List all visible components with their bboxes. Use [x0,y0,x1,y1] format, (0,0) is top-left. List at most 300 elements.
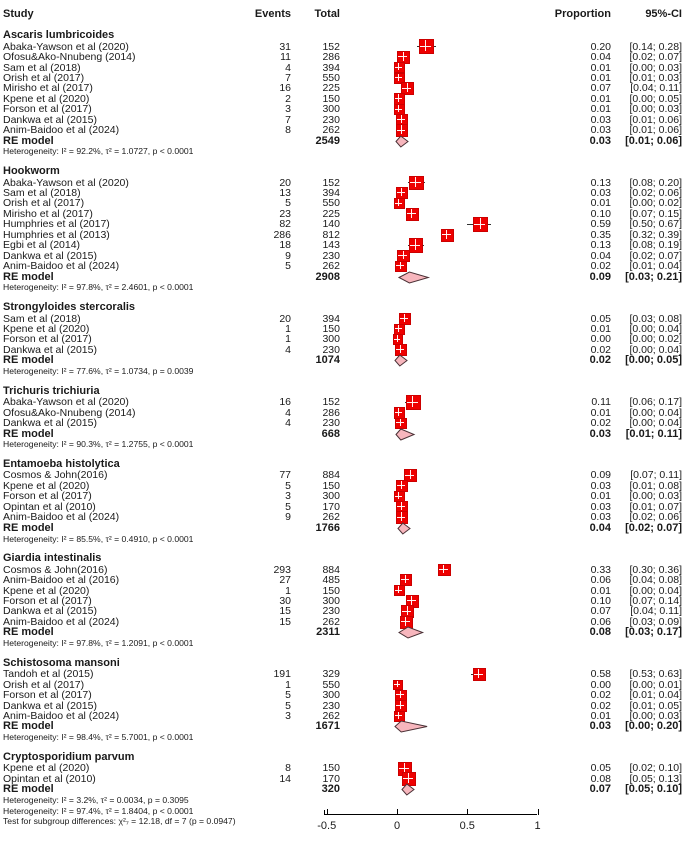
study-events: 5 [285,479,291,492]
study-label: Dankwa et al (2015) [3,605,97,618]
marker-crosshair [400,701,401,709]
x-axis-tick-label: 1 [534,820,541,832]
marker-crosshair [411,596,412,605]
study-label: Forson et al (2017) [3,333,92,346]
study-label: Egbi et al (2014) [3,239,81,252]
re-model-proportion: 0.04 [589,521,611,534]
study-total: 394 [322,312,340,325]
marker-crosshair [398,712,399,719]
study-events: 9 [285,249,291,262]
study-marker [409,238,423,252]
study-ci: [0.06; 0.17] [629,396,682,409]
study-ci: [0.00; 0.03] [629,103,682,116]
subgroup-title: Cryptosporidium parvum [3,750,135,763]
marker-crosshair [411,209,412,218]
study-proportion: 0.06 [590,574,611,587]
study-label: Tandoh et al (2015) [3,668,94,681]
marker-crosshair [401,502,402,510]
study-label: Orish et al (2017) [3,678,85,691]
study-events: 8 [285,762,291,775]
study-total: 286 [322,406,340,419]
study-label: Abaka-Yawson et al (2020) [3,176,129,189]
summary-diamond [398,523,410,534]
marker-crosshair [403,251,404,260]
study-total: 230 [322,417,340,430]
study-events: 1 [285,584,291,597]
study-label: Cosmos & John(2016) [3,563,108,576]
study-proportion: 0.03 [590,500,611,513]
study-total: 300 [322,689,340,702]
study-ci: [0.00; 0.03] [629,490,682,503]
study-proportion: 0.01 [590,322,611,335]
study-ci: [0.50; 0.67] [629,218,682,231]
study-proportion: 0.58 [590,668,611,681]
study-total: 300 [322,594,340,607]
study-total: 150 [322,762,340,775]
re-model-label: RE model [3,427,54,440]
study-label: Orish et al (2017) [3,71,85,84]
study-events: 77 [279,469,291,482]
study-proportion: 0.05 [590,312,611,325]
study-proportion: 0.35 [590,228,611,241]
study-proportion: 0.02 [590,689,611,702]
x-axis-tick [538,809,539,814]
re-model-total: 1074 [315,354,340,367]
study-label: Dankwa et al (2015) [3,343,97,356]
re-model-total: 1671 [315,720,340,733]
study-total: 329 [322,668,340,681]
x-axis-tick-label: 0 [393,820,401,832]
study-total: 143 [322,239,340,252]
study-events: 9 [285,511,291,524]
marker-crosshair [398,94,399,102]
marker-crosshair [398,325,399,332]
re-model-ci: [0.03; 0.17] [625,626,682,639]
subgroup-title: Strongyloides stercoralis [3,300,136,313]
study-ci: [0.00; 0.02] [629,333,682,346]
study-total: 170 [322,772,340,785]
study-label: Dankwa et al (2015) [3,113,97,126]
subgroup-title: Schistosoma mansoni [3,656,120,669]
study-events: 4 [285,61,291,74]
re-model-label: RE model [3,354,54,367]
study-total: 170 [322,500,340,513]
marker-crosshair [398,105,399,112]
study-label: Forson et al (2017) [3,490,92,503]
study-events: 1 [285,322,291,335]
study-proportion: 0.01 [590,197,611,210]
subgroup-title: Giardia intestinalis [3,552,102,564]
study-label: Sam et al (2018) [3,61,81,74]
marker-crosshair [398,586,399,593]
marker-crosshair [443,565,444,574]
study-total: 152 [322,40,340,53]
study-events: 20 [279,312,291,325]
study-total: 150 [322,322,340,335]
study-ci: [0.00; 0.04] [629,584,682,597]
study-label: Humphries et al (2017) [3,218,110,231]
x-axis-tick [467,809,468,814]
marker-crosshair [398,408,399,415]
overall-heterogeneity: Heterogeneity: I² = 97.4%, τ² = 1.8404, p < 0.0001 [3,805,194,816]
study-label: Forson et al (2017) [3,594,92,607]
study-total: 262 [322,124,340,137]
study-events: 4 [285,417,291,430]
study-ci: [0.08; 0.20] [629,176,682,189]
study-label: Opintan et al (2010) [3,772,96,785]
study-events: 191 [273,668,291,681]
study-proportion: 0.01 [590,490,611,503]
study-total: 300 [322,333,340,346]
study-ci: [0.14; 0.28] [629,40,682,53]
study-marker [395,261,407,273]
subgroup-title: Hookworm [3,164,60,177]
study-ci: [0.30; 0.36] [629,563,682,576]
re-model-proportion: 0.03 [589,720,611,733]
marker-crosshair [401,188,402,196]
study-total: 230 [322,605,340,618]
study-total: 230 [322,699,340,712]
study-marker [394,93,406,105]
study-label: Dankwa et al (2015) [3,417,97,430]
study-total: 300 [322,490,340,503]
study-ci: [0.00; 0.03] [629,61,682,74]
study-ci: [0.53; 0.63] [629,668,682,681]
study-marker [406,208,419,221]
study-proportion: 0.07 [590,82,611,95]
re-model-label: RE model [3,270,54,283]
study-events: 4 [285,406,291,419]
study-ci: [0.07; 0.11] [630,469,682,482]
heterogeneity-text: Heterogeneity: I² = 97.8%, τ² = 1.2091, p < 0.0001 [3,638,194,649]
study-proportion: 0.05 [590,762,611,775]
re-model-label: RE model [3,626,54,639]
study-events: 1 [285,678,291,691]
heterogeneity-text: Heterogeneity: I² = 97.8%, τ² = 2.4601, p < 0.0001 [3,282,194,293]
re-model-proportion: 0.07 [589,783,611,796]
study-events: 82 [279,218,291,231]
study-proportion: 0.03 [590,187,611,199]
study-label: Sam et al (2018) [3,187,81,199]
study-label: Kpene et al (2020) [3,322,90,335]
x-axis-cap [324,810,325,815]
marker-crosshair [478,669,479,678]
study-ci: [0.08; 0.19] [629,239,682,252]
re-model-proportion: 0.03 [589,134,611,147]
re-model-ci: [0.00; 0.20] [625,720,682,733]
study-total: 150 [322,479,340,492]
study-label: Kpene et al (2020) [3,479,90,492]
heterogeneity-text: Heterogeneity: I² = 90.3%, τ² = 1.2755, p < 0.0001 [3,439,194,450]
marker-crosshair [480,218,481,229]
study-total: 394 [322,61,340,74]
heterogeneity-text: Heterogeneity: I² = 3.2%, τ² = 0.0034, p = 0.3095 [3,795,189,806]
study-proportion: 0.02 [590,417,611,430]
study-total: 262 [322,615,340,628]
study-total: 140 [322,218,340,231]
marker-crosshair [446,230,447,239]
re-model-label: RE model [3,521,54,534]
study-events: 4 [285,343,291,356]
re-model-total: 320 [321,783,340,796]
study-total: 286 [322,51,340,64]
study-label: Mirisho et al (2017) [3,82,93,95]
study-ci: [0.00; 0.04] [629,343,682,356]
study-events: 30 [279,594,291,607]
marker-crosshair [404,314,405,323]
study-events: 5 [285,197,291,210]
study-ci: [0.01; 0.05] [629,699,682,712]
marker-crosshair [398,492,399,499]
marker-crosshair [407,83,408,92]
study-ci: [0.00; 0.01] [629,678,682,691]
study-proportion: 0.00 [590,678,611,691]
study-events: 11 [280,51,291,64]
study-ci: [0.01; 0.07] [629,500,682,513]
marker-crosshair [401,125,402,133]
study-label: Forson et al (2017) [3,103,92,116]
study-ci: [0.04; 0.11] [630,605,682,618]
marker-crosshair [410,470,411,479]
summary-diamond [399,272,428,283]
study-label: Dankwa et al (2015) [3,699,97,712]
study-events: 293 [273,563,291,576]
re-model-proportion: 0.08 [589,626,611,639]
study-marker [441,229,454,242]
study-ci: [0.02; 0.10] [629,762,682,775]
study-proportion: 0.10 [590,207,611,220]
re-model-total: 668 [321,427,340,440]
study-events: 1 [285,333,291,346]
study-total: 300 [322,103,340,116]
re-model-total: 1766 [315,521,340,534]
subgroup-difference-test: Test for subgroup differences: χ²₇ = 12.18, df = 7 (p = 0.0947) [3,816,236,827]
study-proportion: 0.01 [590,103,611,116]
study-proportion: 0.06 [590,615,611,628]
re-model-total: 2908 [315,270,340,283]
study-proportion: 0.13 [590,239,611,252]
study-label: Ofosu&Ako-Nnubeng (2014) [3,51,136,64]
study-ci: [0.01; 0.06] [629,124,682,137]
study-total: 150 [322,92,340,105]
study-events: 18 [279,239,291,252]
re-model-label: RE model [3,783,54,796]
marker-crosshair [425,40,426,51]
study-proportion: 0.01 [590,710,611,722]
marker-crosshair [415,177,416,188]
study-label: Ofosu&Ako-Nnubeng (2014) [3,406,136,419]
x-axis-tick-label: -0.5 [317,820,337,832]
study-label: Opintan et al (2010) [3,500,96,513]
study-total: 152 [322,396,340,409]
summary-diamond [395,355,407,366]
study-events: 15 [279,615,291,628]
study-label: Dankwa et al (2015) [3,249,97,262]
study-label: Anim-Baidoo et al (2016) [3,574,120,587]
marker-crosshair [412,396,413,406]
study-total: 550 [322,197,340,210]
study-label: Humphries et al (2013) [3,228,110,241]
study-events: 15 [279,605,291,618]
study-proportion: 0.03 [590,511,611,524]
study-proportion: 0.02 [590,699,611,712]
study-proportion: 0.03 [590,479,611,492]
study-total: 262 [322,260,340,273]
study-events: 3 [285,710,291,722]
study-ci: [0.00; 0.02] [629,197,682,210]
marker-crosshair [398,74,399,81]
study-label: Sam et al (2018) [3,312,81,325]
marker-crosshair [398,63,399,70]
study-total: 230 [322,113,340,126]
re-model-ci: [0.03; 0.21] [625,270,682,283]
re-model-ci: [0.02; 0.07] [625,521,682,534]
x-axis-tick-label: 0.5 [459,820,475,832]
study-proportion: 0.01 [590,61,611,74]
study-events: 7 [285,113,291,126]
study-total: 884 [322,563,340,576]
study-ci: [0.07; 0.14] [629,594,682,607]
study-ci: [0.01; 0.04] [629,260,682,273]
study-events: 23 [279,207,291,220]
study-total: 230 [322,249,340,262]
study-proportion: 0.00 [590,333,611,346]
study-events: 16 [279,396,291,409]
study-events: 31 [279,40,291,53]
study-label: Orish et al (2017) [3,197,85,210]
study-proportion: 0.11 [591,396,611,409]
marker-crosshair [401,115,402,123]
marker-crosshair [407,606,408,615]
study-proportion: 0.02 [590,260,611,273]
re-model-label: RE model [3,134,54,147]
study-ci: [0.00; 0.04] [629,417,682,430]
x-axis-line [324,814,538,815]
study-ci: [0.02; 0.06] [629,187,682,199]
study-ci: [0.01; 0.06] [629,113,682,126]
study-proportion: 0.01 [590,406,611,419]
study-label: Anim-Baidoo et al (2024) [3,260,120,273]
study-total: 485 [322,574,340,587]
summary-diamond [396,429,414,440]
study-ci: [0.01; 0.04] [629,689,682,702]
study-ci: [0.01; 0.08] [629,479,682,492]
header-ci: 95%-CI [645,8,682,20]
marker-crosshair [400,691,401,699]
study-proportion: 0.04 [590,51,611,64]
study-total: 884 [322,469,340,482]
study-label: Cosmos & John(2016) [3,469,108,482]
study-events: 13 [279,187,291,199]
study-total: 262 [322,511,340,524]
study-label: Anim-Baidoo et al (2024) [3,124,120,137]
study-label: Kpene et al (2020) [3,92,90,105]
study-label: Mirisho et al (2017) [3,207,93,220]
study-total: 225 [322,82,340,95]
study-events: 3 [285,103,291,116]
re-model-ci: [0.00; 0.05] [625,354,682,367]
study-events: 286 [273,228,291,241]
summary-diamond [396,136,408,147]
study-proportion: 0.01 [590,71,611,84]
marker-crosshair [415,239,416,249]
marker-crosshair [401,481,402,489]
study-events: 2 [285,92,291,105]
study-total: 150 [322,584,340,597]
study-proportion: 0.20 [590,40,611,53]
study-ci: [0.00; 0.04] [629,406,682,419]
study-events: 8 [285,124,291,137]
study-ci: [0.07; 0.15] [629,207,682,220]
study-ci: [0.04; 0.08] [629,574,682,587]
study-proportion: 0.01 [590,92,611,105]
study-total: 262 [322,710,340,722]
study-total: 225 [322,207,340,220]
study-total: 394 [322,187,340,199]
study-total: 230 [322,343,340,356]
study-label: Abaka-Yawson et al (2020) [3,40,129,53]
subgroup-title: Entamoeba histolytica [3,457,120,470]
re-model-ci: [0.01; 0.11] [625,427,682,440]
heterogeneity-text: Heterogeneity: I² = 98.4%, τ² = 5.7001, p < 0.0001 [3,732,194,743]
x-axis-tick [397,809,398,814]
study-ci: [0.04; 0.11] [630,82,682,95]
re-model-total: 2311 [316,626,340,639]
study-events: 5 [285,500,291,513]
study-proportion: 0.59 [590,218,611,231]
study-proportion: 0.07 [590,605,611,618]
marker-crosshair [408,773,409,783]
marker-crosshair [397,681,398,687]
study-proportion: 0.03 [590,124,611,137]
study-label: Anim-Baidoo et al (2024) [3,615,120,628]
marker-crosshair [401,512,402,520]
study-ci: [0.03; 0.08] [629,312,682,325]
heterogeneity-text: Heterogeneity: I² = 92.2%, τ² = 1.0727, p < 0.0001 [3,146,194,157]
study-label: Kpene et al (2020) [3,762,90,775]
subgroup-title: Ascaris lumbricoides [3,29,115,41]
header-events: Events [254,8,291,20]
study-marker [395,344,407,356]
study-ci: [0.02; 0.07] [629,249,682,262]
study-events: 5 [285,260,291,273]
marker-crosshair [397,335,398,342]
subgroup-title: Trichuris trichiuria [3,384,100,397]
study-label: Anim-Baidoo et al (2024) [3,511,120,524]
study-proportion: 0.02 [590,343,611,356]
study-ci: [0.01; 0.03] [629,71,682,84]
study-proportion: 0.04 [590,249,611,262]
study-label: Kpene et al (2020) [3,584,90,597]
study-ci: [0.02; 0.06] [629,511,682,524]
marker-crosshair [400,262,401,270]
study-ci: [0.00; 0.05] [629,92,682,105]
study-total: 550 [322,71,340,84]
marker-crosshair [398,199,399,206]
heterogeneity-text: Heterogeneity: I² = 77.6%, τ² = 1.0734, p = 0.0039 [3,366,194,377]
study-proportion: 0.33 [590,563,611,576]
study-events: 16 [279,82,291,95]
header-total: Total [314,8,340,20]
marker-crosshair [400,345,401,353]
study-total: 550 [322,678,340,691]
re-model-proportion: 0.09 [589,270,611,283]
summary-diamond [399,627,423,638]
study-ci: [0.00; 0.04] [629,322,682,335]
study-events: 7 [285,71,291,84]
study-total: 152 [322,176,340,189]
study-marker [419,39,434,54]
